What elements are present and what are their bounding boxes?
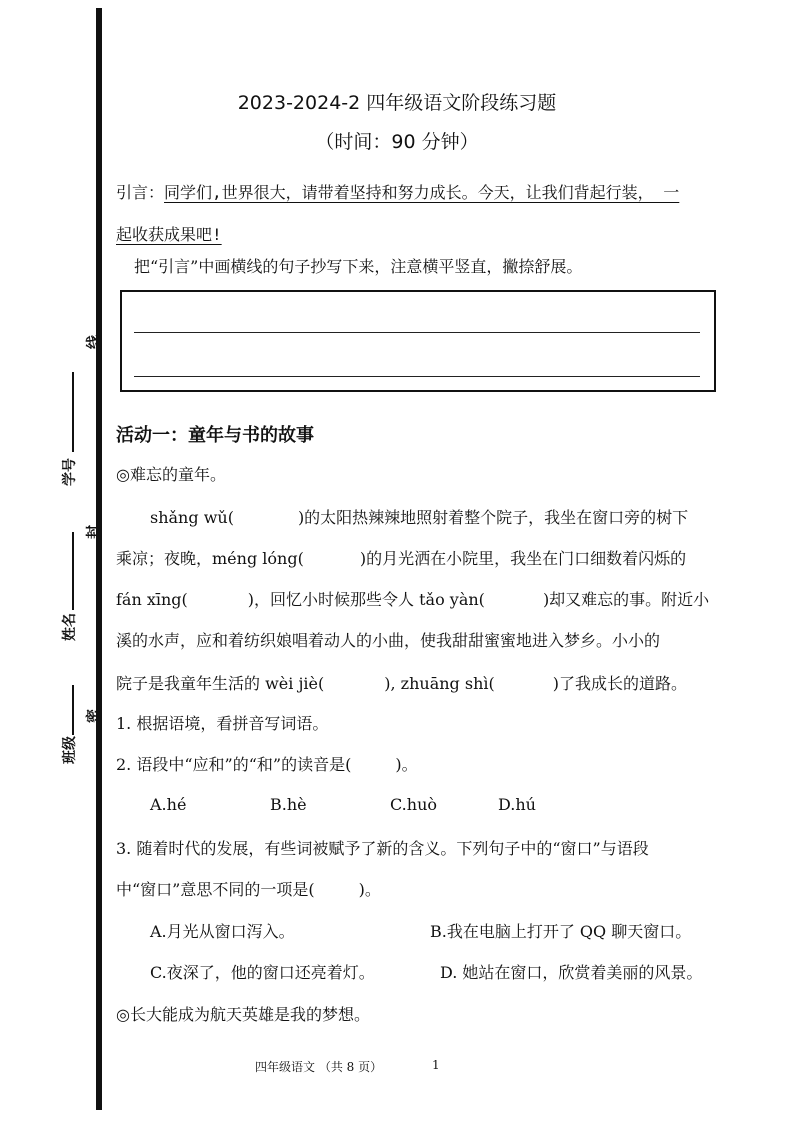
time-limit: （时间：90 分钟） [315,131,479,153]
student-id-blank[interactable] [72,372,74,452]
q3-option-a[interactable]: A.月光从窗口泻入。 [150,922,295,941]
section-1-heading: ◎难忘的童年。 [116,465,226,484]
q2-option-a[interactable]: A.hé [150,795,187,814]
question-3-line-2 [116,877,764,900]
q3-option-b[interactable]: B.我在电脑上打开了 QQ 聊天窗口。 [430,922,692,941]
binding-line [96,8,102,1110]
intro-label: 引言： [116,183,165,202]
copy-instruction: 把“引言”中画横线的句子抄写下来，注意横平竖直，撇捺舒展。 [134,257,583,276]
question-2-end: )。 [395,755,418,774]
passage-text: )的月光洒在小院里，我坐在门口细数着闪烁的 [359,549,687,568]
intro-paragraph [116,172,766,256]
q3-option-c[interactable]: C.夜深了，他的窗口还亮着灯。 [150,963,375,982]
passage-line-3 [116,587,764,610]
pinyin-shangwu: shǎng wǔ( [150,508,234,527]
pinyin-zhuangshi: ), zhuāng shì( [384,674,495,693]
copy-writing-box[interactable] [120,290,716,392]
page-title: 2023-2024-2 四年级语文阶段练习题 [237,92,557,114]
binding-label-feng: 封 [86,525,102,539]
pinyin-weijie: 院子是我童年生活的 wèi jiè( [116,674,325,693]
binding-label-mi: 密 [86,709,102,723]
pinyin-taoyan: )，回忆小时候那些令人 tǎo yàn( [247,590,485,609]
name-label: 姓名 [62,613,78,641]
question-2 [116,752,764,775]
pinyin-fanxing: fán xīng( [116,590,188,609]
q3-option-d[interactable]: D. 她站在窗口，欣赏着美丽的风景。 [440,963,703,982]
passage-text: )了我成长的道路。 [552,674,687,693]
question-1: 1. 根据语境，看拼音写词语。 [116,714,329,733]
name-blank[interactable] [72,532,74,610]
passage-text: )的太阳热辣辣地照射着整个院子，我坐在窗口旁的树下 [297,508,689,527]
passage-line-5 [116,671,764,694]
writing-line [134,376,700,377]
q2-option-c[interactable]: C.huò [390,795,437,814]
pinyin-menglong: 乘凉；夜晚，méng lóng( [116,549,304,568]
question-3-line-1: 3. 随着时代的发展，有些词被赋予了新的含义。下列句子中的“窗口”与语段 [116,839,649,858]
intro-line-1: 同学们,世界很大，请带着坚持和努力成长。今天，让我们背起行装， 一 [164,183,680,202]
footer-label: 四年级语文 （共 8 页） [255,1060,383,1074]
question-2-stem: 2. 语段中“应和”的“和”的读音是( [116,755,352,774]
passage-text: )却又难忘的事。附近小 [542,590,710,609]
q2-option-b[interactable]: B.hè [270,795,307,814]
page-number: 1 [432,1058,440,1072]
section-2-heading: ◎长大能成为航天英雄是我的梦想。 [116,1005,370,1024]
class-label: 班级 [62,736,78,764]
question-3-end: )。 [358,880,381,899]
passage-line-4: 溪的水声，应和着纺织娘唱着动人的小曲，使我甜甜蜜蜜地进入梦乡。小小的 [116,631,661,650]
binding-label-xian: 线 [86,335,102,349]
intro-line-2: 起收获成果吧! [116,225,222,244]
writing-line [134,332,700,333]
student-id-label: 学号 [62,458,78,486]
activity-1-title: 活动一：童年与书的故事 [116,425,314,446]
passage-line-2 [116,546,764,569]
passage-line-1 [150,505,764,528]
class-blank[interactable] [72,685,74,735]
q2-option-d[interactable]: D.hú [498,795,536,814]
question-3-stem: 中“窗口”意思不同的一项是( [116,880,315,899]
